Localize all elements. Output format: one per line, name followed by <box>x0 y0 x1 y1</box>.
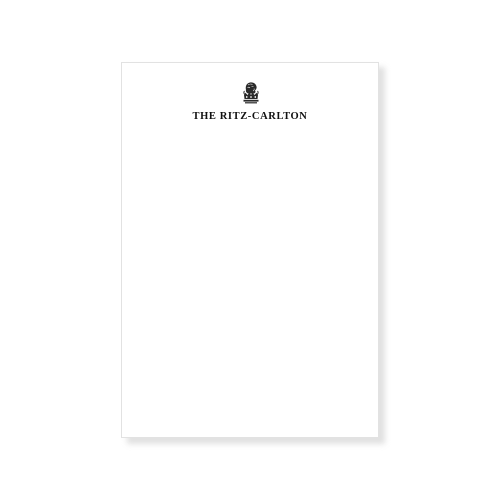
lion-crown-crest-icon <box>240 80 262 108</box>
brand-name: THE RITZ-CARLTON <box>192 111 308 122</box>
